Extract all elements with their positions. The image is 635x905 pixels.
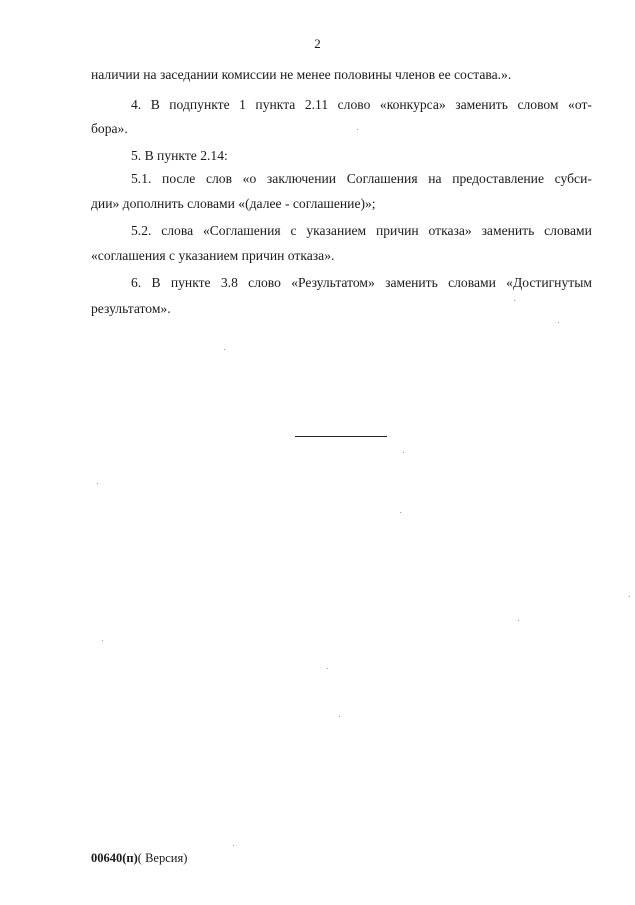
body-line-2 bbox=[131, 96, 592, 114]
footer-code: 00640(п) bbox=[91, 851, 138, 865]
body-line-7 bbox=[131, 222, 592, 240]
word: «от- bbox=[568, 97, 592, 112]
word: словами bbox=[448, 275, 496, 290]
word: В bbox=[150, 97, 160, 112]
word: субси- bbox=[554, 171, 592, 186]
word: с bbox=[290, 223, 297, 238]
word: словами bbox=[544, 223, 592, 238]
word: В bbox=[151, 275, 161, 290]
scan-speck bbox=[558, 322, 559, 323]
word: 6. bbox=[131, 275, 142, 290]
body-line-1: наличии на заседании комиссии не менее половины членов ее состава.». bbox=[91, 67, 512, 82]
page-number: 2 bbox=[314, 36, 321, 51]
body-line-3: бора». bbox=[91, 121, 128, 136]
scan-speck bbox=[629, 596, 630, 597]
scan-speck bbox=[403, 452, 404, 453]
word: «о bbox=[242, 171, 257, 186]
word: 2.11 bbox=[304, 97, 329, 112]
scan-speck bbox=[233, 845, 234, 846]
word: 3.8 bbox=[220, 275, 238, 290]
word: после bbox=[162, 171, 196, 186]
scan-speck bbox=[400, 512, 401, 513]
word: предоставление bbox=[452, 171, 544, 186]
word: слово bbox=[248, 275, 281, 290]
word: 5.2. bbox=[131, 223, 152, 238]
word: указанием bbox=[306, 223, 367, 238]
word: 4. bbox=[131, 97, 142, 112]
word: заменить bbox=[455, 97, 508, 112]
document-footer bbox=[91, 851, 187, 866]
body-line-10: результатом». bbox=[91, 301, 171, 316]
word: 5.1. bbox=[131, 171, 152, 186]
word: на bbox=[428, 171, 442, 186]
word: заменить bbox=[481, 223, 535, 238]
footer-label: ( Версия) bbox=[137, 851, 188, 865]
body-line-9 bbox=[131, 274, 592, 292]
word: пункта bbox=[255, 97, 296, 112]
word: слово bbox=[337, 97, 371, 112]
word: «Достигнутым bbox=[506, 275, 592, 290]
word: «Соглашения bbox=[202, 223, 281, 238]
word: «Результатом» bbox=[291, 275, 375, 290]
scan-speck bbox=[224, 349, 225, 350]
word: Соглашения bbox=[346, 171, 418, 186]
scan-speck bbox=[339, 716, 340, 717]
scan-speck bbox=[357, 129, 358, 130]
body-line-8: «соглашения с указанием причин отказа». bbox=[91, 248, 335, 263]
body-line-4: 5. В пункте 2.14: bbox=[131, 148, 228, 163]
word: словом bbox=[517, 97, 559, 112]
word: отказа» bbox=[428, 223, 472, 238]
word: слов bbox=[205, 171, 233, 186]
word: 1 bbox=[239, 97, 246, 112]
scan-speck bbox=[97, 483, 98, 484]
word: причин bbox=[375, 223, 419, 238]
word: пункте bbox=[170, 275, 211, 290]
scan-speck bbox=[518, 620, 519, 621]
scan-speck bbox=[327, 668, 328, 669]
word: подпункте bbox=[169, 97, 230, 112]
body-line-6: дии» дополнить словами «(далее - соглашение)»; bbox=[91, 196, 376, 211]
end-divider-line bbox=[295, 436, 387, 437]
word: заменить bbox=[385, 275, 438, 290]
scan-speck bbox=[102, 640, 103, 641]
scan-speck bbox=[514, 300, 515, 301]
word: заключении bbox=[266, 171, 337, 186]
word: слова bbox=[161, 223, 194, 238]
body-line-5 bbox=[131, 170, 592, 188]
word: «конкурса» bbox=[379, 97, 446, 112]
